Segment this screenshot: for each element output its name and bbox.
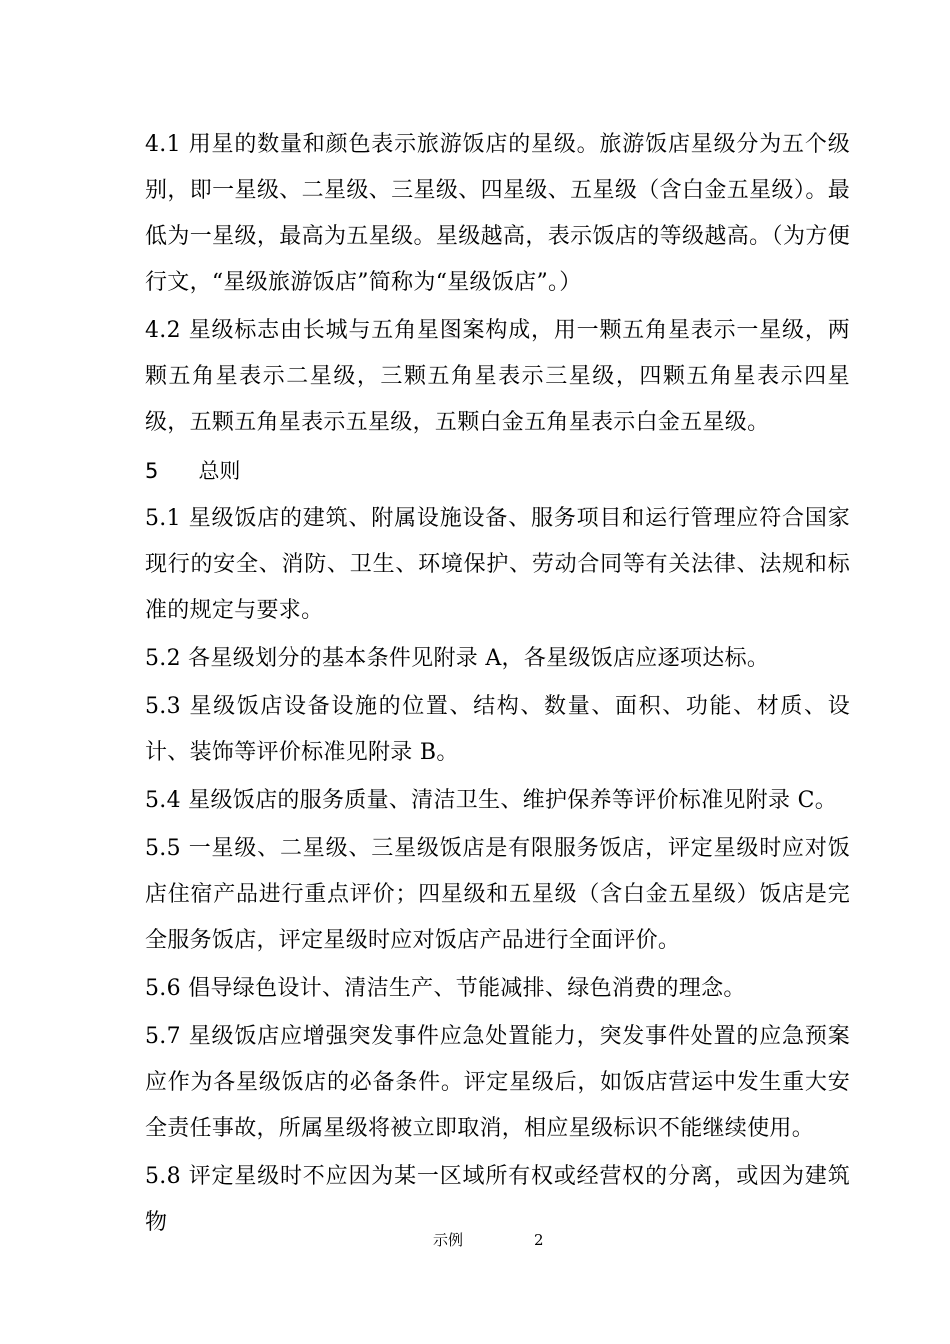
footer-label: 示例 xyxy=(433,1231,464,1249)
document-body xyxy=(145,122,850,1248)
section-heading xyxy=(145,448,850,494)
paragraph-5-5: 5.5 一星级、二星级、三星级饭店是有限服务饭店，评定星级时应对饭店住宿产品进行重点评价；四星级和五星级（含白金五星级）饭店是完全服务饭店，评定星级时应对饭店产品进行全面评价。 xyxy=(145,836,850,953)
section-number: 5 xyxy=(145,459,159,483)
paragraph-5-1: 5.1 星级饭店的建筑、附属设施设备、服务项目和运行管理应符合国家现行的安全、消防、卫生、环境保护、劳动合同等有关法律、法规和标准的规定与要求。 xyxy=(145,506,850,623)
page-number: 2 xyxy=(534,1231,544,1249)
paragraph-5-8: 5.8 评定星级时不应因为某一区域所有权或经营权的分离，或因为建筑物 xyxy=(145,1164,850,1235)
paragraph-5-6: 5.6 倡导绿色设计、清洁生产、节能减排、绿色消费的理念。 xyxy=(145,976,746,1001)
paragraph-5-3: 5.3 星级饭店设备设施的位置、结构、数量、面积、功能、材质、设计、装饰等评价标准见附录 B。 xyxy=(145,694,850,765)
paragraph-5-4: 5.4 星级饭店的服务质量、清洁卫生、维护保养等评价标准见附录 C。 xyxy=(145,788,838,813)
paragraph-5-2: 5.2 各星级划分的基本条件见附录 A，各星级饭店应逐项达标。 xyxy=(145,646,770,671)
paragraph-4-1: 4.1 用星的数量和颜色表示旅游饭店的星级。旅游饭店星级分为五个级别，即一星级、二星级、三星级、四星级、五星级（含白金五星级）。最低为一星级，最高为五星级。星级越高，表示饭店的等级越高。（为方便行文，“星级旅游饭店”简称为“星级饭店”。） xyxy=(145,132,850,295)
paragraph-4-2: 4.2 星级标志由长城与五角星图案构成，用一颗五角星表示一星级，两颗五角星表示二星级，三颗五角星表示三星级，四颗五角星表示四星级，五颗五角星表示五星级，五颗白金五角星表示白金五星级。 xyxy=(145,318,850,435)
section-title: 总则 xyxy=(198,459,241,483)
paragraph-5-7: 5.7 星级饭店应增强突发事件应急处置能力，突发事件处置的应急预案应作为各星级饭店的必备条件。评定星级后，如饭店营运中发生重大安全责任事故，所属星级将被立即取消，相应星级标识不能继续使用。 xyxy=(145,1024,850,1141)
